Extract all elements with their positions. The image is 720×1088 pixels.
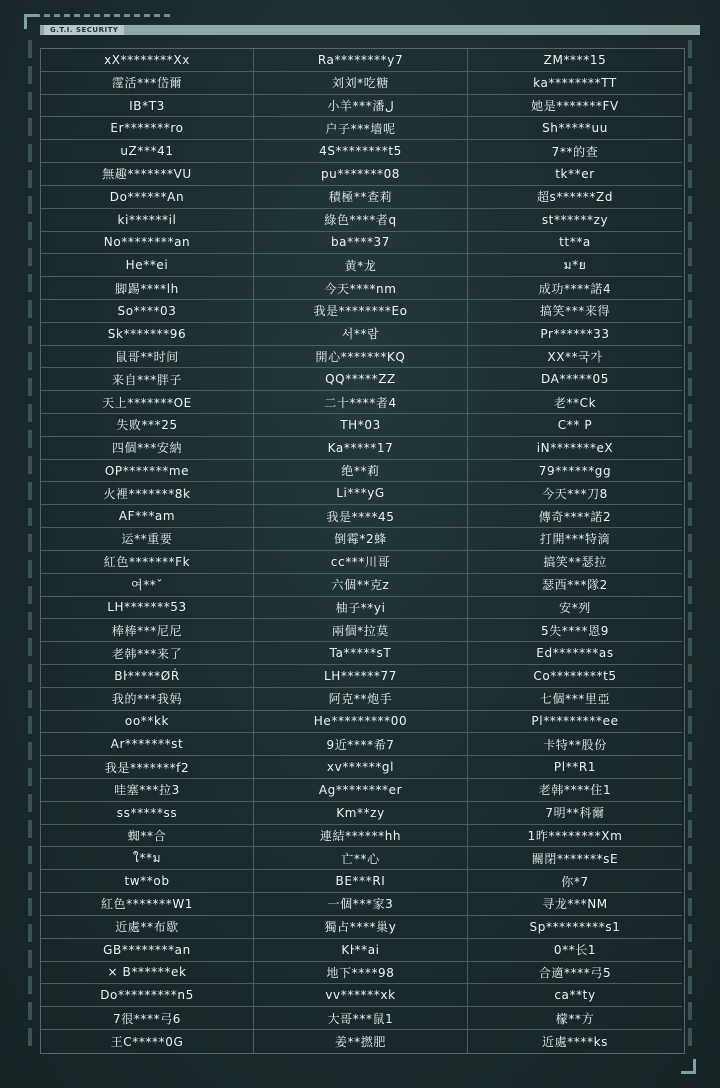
- player-name-cell: xX********Xx: [41, 49, 254, 72]
- player-name-cell: 紅色*******Fk: [41, 551, 254, 574]
- player-name-cell: 六個**克z: [254, 574, 468, 597]
- player-name-cell: Kŀ**ai: [254, 939, 468, 962]
- player-name-cell: 鼠哥**时间: [41, 346, 254, 369]
- player-name-cell: 二十****者4: [254, 391, 468, 414]
- player-name-cell: 여**ˇ: [41, 574, 254, 597]
- player-name-cell: ss*****ss: [41, 802, 254, 825]
- player-name-cell: 7很****弓6: [41, 1007, 254, 1030]
- player-name-cell: tk**er: [468, 163, 682, 186]
- player-name-cell: 脚踢****lh: [41, 277, 254, 300]
- player-name-cell: 一個***家3: [254, 893, 468, 916]
- player-name-cell: 我是****45: [254, 505, 468, 528]
- player-name-cell: LH******77: [254, 665, 468, 688]
- player-name-cell: IB*T3: [41, 95, 254, 118]
- player-name-cell: × B******ek: [41, 962, 254, 985]
- player-name-cell: 老**Ck: [468, 391, 682, 414]
- player-name-cell: Ka*****17: [254, 437, 468, 460]
- player-name-cell: 超s******Zd: [468, 186, 682, 209]
- player-name-cell: Li***yG: [254, 482, 468, 505]
- player-name-cell: 来自***胖子: [41, 368, 254, 391]
- player-name-cell: 4S********t5: [254, 140, 468, 163]
- player-name-cell: Ra********y7: [254, 49, 468, 72]
- frame-corner-bottom-right: [681, 1059, 696, 1074]
- player-name-cell: Sh*****uu: [468, 117, 682, 140]
- player-name-cell: 黄*龙: [254, 254, 468, 277]
- player-name-cell: 卡特**股份: [468, 733, 682, 756]
- player-name-cell: He**ei: [41, 254, 254, 277]
- player-name-cell: Pl*********ee: [468, 711, 682, 734]
- player-name-cell: Sk*******96: [41, 323, 254, 346]
- player-name-cell: Er*******ro: [41, 117, 254, 140]
- player-name-cell: 我是********Eo: [254, 300, 468, 323]
- player-name-cell: 瑟西***隊2: [468, 574, 682, 597]
- left-rail-decoration: [28, 40, 32, 1050]
- player-name-cell: 紅色*******W1: [41, 893, 254, 916]
- player-name-cell: 蜘**合: [41, 825, 254, 848]
- player-name-cell: C** P: [468, 414, 682, 437]
- player-name-cell: cc***川哥: [254, 551, 468, 574]
- header-label: G.T.I. SECURITY: [44, 25, 124, 35]
- right-rail-decoration: [688, 40, 692, 1050]
- player-name-cell: TH*03: [254, 414, 468, 437]
- player-name-cell: So****03: [41, 300, 254, 323]
- player-name-cell: ม*ย: [468, 254, 682, 277]
- player-name-cell: 開心*******KQ: [254, 346, 468, 369]
- player-name-cell: Ar*******st: [41, 733, 254, 756]
- player-name-cell: 1昨********Xm: [468, 825, 682, 848]
- player-name-cell: Km**zy: [254, 802, 468, 825]
- top-tick-decoration: [34, 14, 174, 17]
- player-name-cell: LH*******53: [41, 597, 254, 620]
- player-name-cell: ใ**ม: [41, 847, 254, 870]
- player-name-cell: 她是*******FV: [468, 95, 682, 118]
- player-name-cell: 倒霉*2蜂: [254, 528, 468, 551]
- player-name-cell: 霪活***岱爾: [41, 72, 254, 95]
- player-name-cell: 地下****98: [254, 962, 468, 985]
- player-name-cell: 哇塞***拉3: [41, 779, 254, 802]
- player-name-cell: 關閉*******sE: [468, 847, 682, 870]
- player-name-cell: 我是*******f2: [41, 756, 254, 779]
- player-name-cell: QQ*****ZZ: [254, 368, 468, 391]
- player-name-cell: 檬**方: [468, 1007, 682, 1030]
- player-name-cell: 無趣*******VU: [41, 163, 254, 186]
- player-name-cell: 小羊***潘ل: [254, 95, 468, 118]
- player-grid-panel: [40, 48, 685, 1054]
- player-name-cell: 失败***25: [41, 414, 254, 437]
- player-name-cell: 寻龙***NM: [468, 893, 682, 916]
- player-name-cell: Ed*******as: [468, 642, 682, 665]
- player-name-cell: 绝**莉: [254, 460, 468, 483]
- player-name-cell: tw**ob: [41, 870, 254, 893]
- player-name-cell: ZM****15: [468, 49, 682, 72]
- player-name-cell: 積極**查莉: [254, 186, 468, 209]
- player-name-cell: 搞笑***来得: [468, 300, 682, 323]
- player-name-cell: 亡**心: [254, 847, 468, 870]
- player-name-cell: Ag********er: [254, 779, 468, 802]
- header-bar: [40, 25, 700, 35]
- player-name-cell: GB********an: [41, 939, 254, 962]
- player-name-cell: 老韩****住1: [468, 779, 682, 802]
- frame-corner-top-left: [24, 14, 39, 29]
- player-name-cell: 大哥***鼠1: [254, 1007, 468, 1030]
- player-name-cell: 連結******hh: [254, 825, 468, 848]
- player-name-cell: oo**kk: [41, 711, 254, 734]
- player-name-cell: 七個***里亞: [468, 688, 682, 711]
- player-name-cell: 今天***刀8: [468, 482, 682, 505]
- player-name-cell: 姜**撚肥: [254, 1030, 468, 1053]
- player-name-cell: Pr******33: [468, 323, 682, 346]
- player-name-cell: 你*7: [468, 870, 682, 893]
- player-name-cell: AF***am: [41, 505, 254, 528]
- player-name-cell: 5失****恩9: [468, 619, 682, 642]
- player-name-cell: Ta*****sT: [254, 642, 468, 665]
- player-name-cell: 安*列: [468, 597, 682, 620]
- player-name-cell: 刘刘*吃糖: [254, 72, 468, 95]
- player-name-cell: 合適****弓5: [468, 962, 682, 985]
- player-name-cell: ka********TT: [468, 72, 682, 95]
- player-name-cell: Do*********n5: [41, 984, 254, 1007]
- player-name-cell: tt**a: [468, 232, 682, 255]
- player-name-cell: 서**람: [254, 323, 468, 346]
- player-name-cell: Sp*********s1: [468, 916, 682, 939]
- player-name-cell: uZ***41: [41, 140, 254, 163]
- player-name-cell: 搞笑**瑟拉: [468, 551, 682, 574]
- player-name-cell: 今天****nm: [254, 277, 468, 300]
- player-name-cell: 棒棒***尼尼: [41, 619, 254, 642]
- player-name-cell: 四個***安納: [41, 437, 254, 460]
- player-name-cell: 近處****ks: [541, 1034, 608, 1049]
- player-name-cell: 9近****希7: [254, 733, 468, 756]
- player-name-cell: 成功****諾4: [468, 277, 682, 300]
- player-name-cell: 7明**科爾: [468, 802, 682, 825]
- player-name-cell: 天上*******OE: [41, 391, 254, 414]
- player-name-cell: 79******gg: [468, 460, 682, 483]
- player-name-cell: 打開***特滴: [468, 528, 682, 551]
- player-name-cell: st******zy: [468, 209, 682, 232]
- player-name-cell: Bŀ*****ØŔ: [41, 665, 254, 688]
- player-name-cell: 王C*****0G: [41, 1030, 254, 1053]
- player-name-cell: ba****37: [254, 232, 468, 255]
- player-name-cell: Pl**R1: [468, 756, 682, 779]
- player-name-cell: No********an: [41, 232, 254, 255]
- player-name-cell: 阿克**炮手: [254, 688, 468, 711]
- player-name-cell: 老韩***来了: [41, 642, 254, 665]
- player-name-cell: 户子***墙呢: [254, 117, 468, 140]
- player-name-cell: iN*******eX: [468, 437, 682, 460]
- player-name-cell: 运**重要: [41, 528, 254, 551]
- player-name-cell: 火裡*******8k: [41, 482, 254, 505]
- player-name-cell: ki******il: [41, 209, 254, 232]
- player-grid: [41, 49, 684, 1053]
- player-name-cell: 獨占****巢y: [254, 916, 468, 939]
- player-name-cell: BE***RI: [254, 870, 468, 893]
- player-name-cell: xv******gl: [254, 756, 468, 779]
- player-name-cell: 0**长1: [468, 939, 682, 962]
- player-name-cell: pu*******08: [254, 163, 468, 186]
- player-name-cell: ca**ty: [468, 984, 682, 1007]
- player-name-cell: 綠色****者q: [254, 209, 468, 232]
- player-name-cell: 柚子**yi: [254, 597, 468, 620]
- player-name-cell: 近處**布歇: [41, 916, 254, 939]
- player-name-cell: 兩個*拉莫: [254, 619, 468, 642]
- player-name-cell: 傳奇****諾2: [468, 505, 682, 528]
- player-name-cell: He*********00: [254, 711, 468, 734]
- player-name-cell: Do******An: [41, 186, 254, 209]
- player-name-cell: 我的***我妈: [41, 688, 254, 711]
- player-name-cell: vv******xk: [254, 984, 468, 1007]
- player-name-cell: Co********t5: [468, 665, 682, 688]
- player-name-cell: 7**的查: [468, 140, 682, 163]
- player-name-cell: XX**국가: [468, 346, 682, 369]
- player-name-cell: DA*****05: [468, 368, 682, 391]
- player-name-cell: OP*******me: [41, 460, 254, 483]
